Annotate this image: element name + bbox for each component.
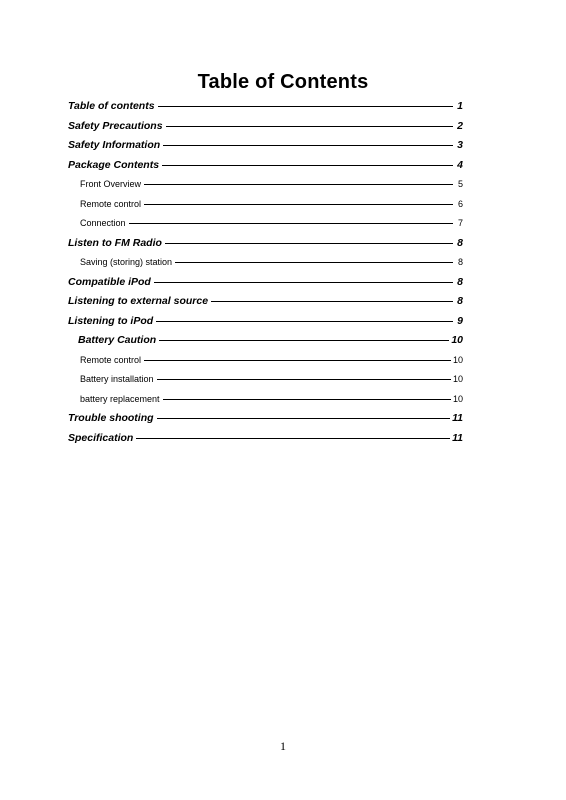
toc-leader-line (144, 204, 453, 205)
toc-entry-label: Battery Caution (78, 334, 157, 346)
toc-entry (68, 370, 463, 390)
toc-leader-line (175, 262, 453, 263)
toc-entry-label: Listening to iPod (68, 314, 154, 327)
toc-entry-page: 4 (457, 158, 463, 171)
toc-entry (68, 234, 463, 254)
toc-entry (68, 429, 463, 449)
toc-entry-label: Package Contents (68, 158, 160, 171)
toc-leader-line (158, 106, 453, 107)
toc-leader-line (162, 165, 453, 166)
toc-entry (68, 390, 463, 410)
toc-leader-line (144, 360, 451, 361)
toc-entry-page: 6 (457, 198, 463, 209)
toc-leader-line (157, 379, 451, 380)
page-number: 1 (280, 739, 286, 753)
toc-entry-label: Saving (storing) station (80, 257, 173, 267)
toc-entry-page: 10 (451, 334, 463, 346)
toc-entry-page: 3 (457, 139, 463, 151)
toc-leader-line (154, 282, 453, 283)
toc-entry-label: battery replacement (80, 393, 160, 404)
toc-leader-line (163, 399, 451, 400)
toc-entry-label: Front Overview (80, 179, 142, 189)
toc-entry-label: Connection (80, 218, 126, 228)
toc-entry-page: 10 (452, 374, 463, 384)
toc-entry (68, 331, 463, 351)
toc-entry (68, 351, 463, 371)
toc-leader-line (144, 184, 453, 185)
toc-leader-line (211, 301, 453, 302)
toc-entry-page: 8 (457, 236, 463, 249)
toc-entry-page: 5 (457, 179, 463, 189)
page-title: Table of Contents (197, 71, 369, 93)
toc-entry (68, 117, 463, 137)
toc-entry-page: 1 (457, 100, 463, 112)
toc-entry (68, 312, 463, 332)
toc-entry-label: Remote control (80, 198, 142, 209)
toc-entry-label: Compatible iPod (68, 275, 151, 288)
toc-entry-page: 2 (457, 119, 463, 132)
toc-entry (68, 156, 463, 176)
toc-leader-line (136, 438, 450, 439)
toc-entry (68, 292, 463, 312)
toc-entry-page: 10 (452, 393, 463, 404)
toc-entry-page: 8 (457, 295, 463, 307)
toc-entry (68, 253, 463, 273)
toc-entry-label: Remote control (80, 354, 142, 365)
toc-entry-label: Safety Information (68, 139, 161, 151)
toc-entry-page: 11 (452, 412, 463, 424)
toc-entry-page: 8 (457, 257, 463, 267)
toc-entry (68, 136, 463, 156)
toc-entry-label: Specification (68, 431, 134, 444)
table-of-contents (68, 97, 463, 448)
toc-entry (68, 273, 463, 293)
toc-entry-label: Safety Precautions (68, 119, 163, 132)
toc-entry (68, 175, 463, 195)
toc-leader-line (166, 126, 453, 127)
toc-leader-line (159, 340, 449, 341)
toc-entry-label: Table of contents (68, 100, 155, 112)
toc-entry-page: 7 (457, 218, 463, 228)
toc-entry (68, 97, 463, 117)
toc-entry (68, 214, 463, 234)
toc-entry (68, 195, 463, 215)
toc-entry-page: 9 (457, 314, 463, 327)
toc-leader-line (156, 321, 453, 322)
toc-entry-label: Listen to FM Radio (68, 236, 162, 249)
toc-entry-page: 8 (457, 275, 463, 288)
toc-leader-line (165, 243, 453, 244)
toc-entry-label: Listening to external source (68, 295, 209, 307)
toc-entry (68, 409, 463, 429)
toc-entry-label: Battery installation (80, 374, 154, 384)
toc-leader-line (157, 418, 451, 419)
toc-leader-line (129, 223, 453, 224)
toc-entry-label: Trouble shooting (68, 412, 154, 424)
toc-entry-page: 11 (452, 431, 463, 444)
toc-leader-line (163, 145, 453, 146)
toc-entry-page: 10 (452, 354, 463, 365)
